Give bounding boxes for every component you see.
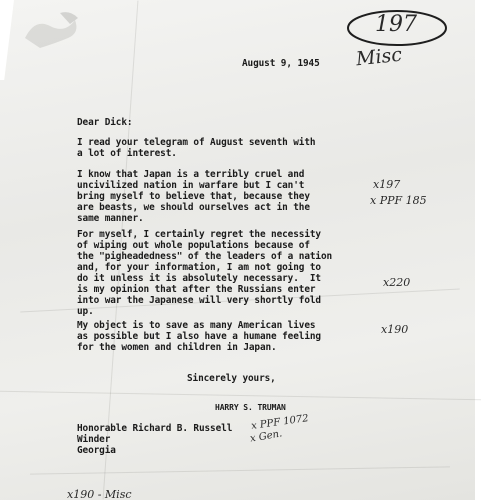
body-line: For myself, I certainly regret the necessity — [77, 229, 321, 240]
body-line: a lot of interest. — [77, 148, 177, 159]
margin-note: x PPF 185 — [370, 194, 427, 207]
signature: HARRY S. TRUMAN — [215, 403, 286, 412]
torn-edge-right — [475, 0, 481, 500]
body-line: are beasts, we should ourselves act in the — [77, 202, 310, 213]
body-line: do it unless it is absolutely necessary. It — [77, 273, 321, 284]
body-line: as possible but I also have a humane feeling — [77, 331, 321, 342]
address-note: x PPF 1072 — [250, 413, 310, 432]
body-line: up. — [77, 306, 94, 317]
misc-note-top: Misc — [354, 43, 403, 71]
margin-note: x190 — [381, 323, 409, 336]
circled-file-number: 197 — [375, 12, 417, 37]
recipient-state: Georgia — [77, 445, 116, 456]
crease — [0, 391, 481, 400]
paragraph-4 — [77, 320, 377, 353]
closing: Sincerely yours, — [187, 373, 276, 384]
body-line: the "pigheadedness" of the leaders of a nation — [77, 251, 333, 262]
paragraph-3 — [77, 229, 377, 317]
recipient-town: Winder — [77, 434, 111, 445]
paragraph-2 — [77, 169, 377, 224]
torn-corner — [0, 0, 14, 80]
body-line: My object is to save as many American lives — [77, 320, 316, 331]
margin-note: x197 — [373, 178, 401, 191]
paragraph-1 — [77, 137, 377, 159]
body-line: into war the Japanese will very shortly fold — [77, 295, 321, 306]
margin-note: x220 — [383, 276, 411, 289]
body-line: and, for your information, I am not going to — [77, 262, 321, 273]
body-line: of wiping out whole populations because of — [77, 240, 310, 251]
bottom-note: x190 - Misc — [67, 488, 132, 500]
body-line: I read your telegram of August seventh with — [77, 137, 316, 148]
recipient-name: Honorable Richard B. Russell — [77, 423, 233, 434]
crease — [30, 466, 450, 474]
body-line: I know that Japan is a terribly cruel and — [77, 169, 305, 180]
letter-date: August 9, 1945 — [242, 58, 320, 69]
salutation: Dear Dick: — [77, 117, 133, 128]
body-line: same manner. — [77, 213, 144, 224]
ink-smudge-icon — [20, 8, 90, 58]
body-line: uncivilized nation in warfare but I can't — [77, 180, 305, 191]
address-note: x Gen. — [249, 428, 284, 445]
body-line: is my opinion that after the Russians enter — [77, 284, 316, 295]
body-line: bring myself to believe that, because they — [77, 191, 310, 202]
body-line: for the women and children in Japan. — [77, 342, 277, 353]
